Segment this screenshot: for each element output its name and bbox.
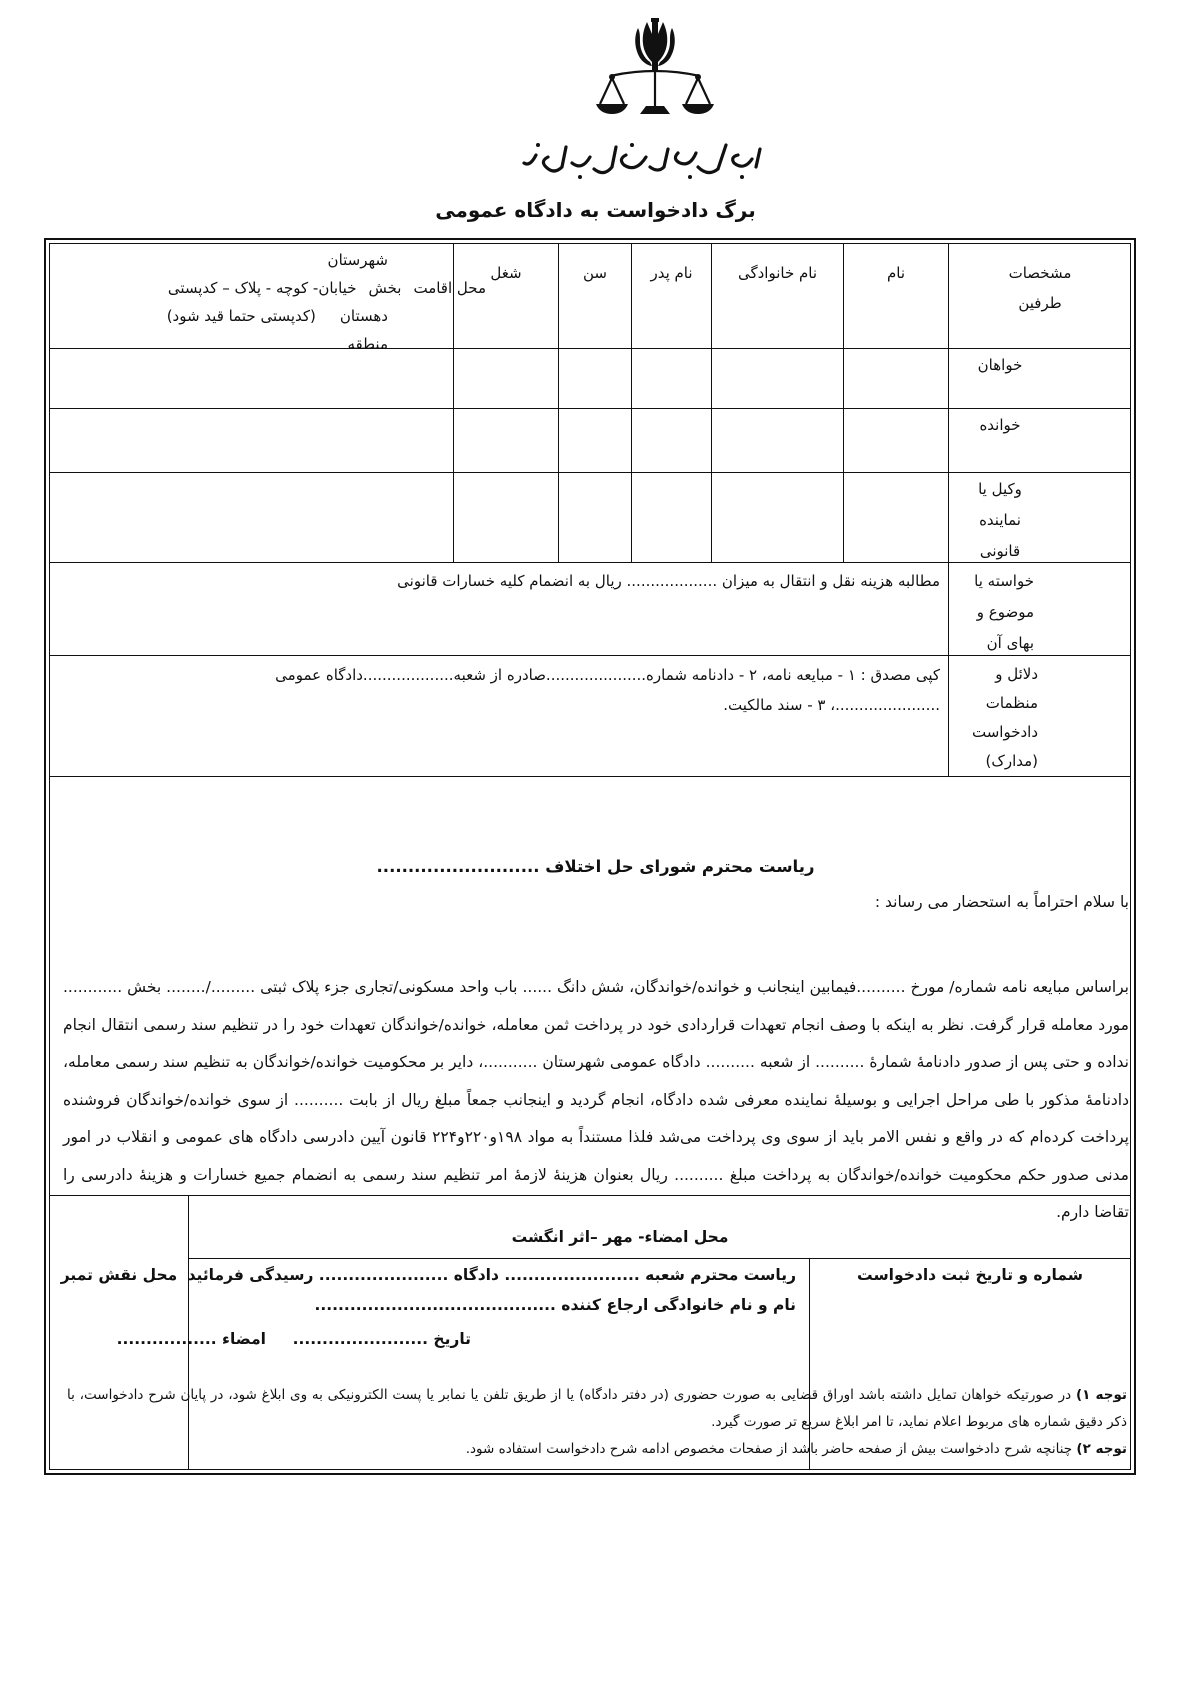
note-2-text: چنانچه شرح دادخواست بیش از صفحه حاضر باشد از صفحات مخصوص ادامه شرح دادخواست استفاده شود. xyxy=(465,1441,1073,1457)
row-attorney-text: وکیل یا نماینده قانونی xyxy=(978,480,1022,560)
evidence-line-1: کپی مصدق : ۱ - مبایعه نامه، ۲ - دادنامه شماره.....................صادره از شعبه...................دادگاه عمومی xyxy=(275,666,940,684)
note-1-text: در صورتیکه خواهان تمایل داشته باشد اوراق قضایی به صورت حضوری (در دفتر دادگاه) یا از طریق تلفن یا نمابر یا پست الکترونیکی به وی ابلاغ شود، در پایان شرح دادخواست، با ذکر دقیق شماره های مربوط اعلام نماید، تا امر ابلاغ سریع تر صورت گیرد. xyxy=(67,1387,1127,1430)
signature-divider xyxy=(188,1258,1131,1259)
table-col-divider xyxy=(631,243,632,563)
header-family-name: نام خانوادگی xyxy=(737,264,818,282)
address-region-label: منطقه xyxy=(347,335,388,353)
sign-field: امضاء ................. xyxy=(116,1330,266,1348)
header-party-info xyxy=(952,258,1128,318)
row-attorney-label xyxy=(952,474,1048,567)
header-party-info-text: مشخصات طرفین xyxy=(1008,264,1072,312)
greeting-text: با سلام احتراماً به استحضار می رساند : xyxy=(874,893,1129,911)
sign-place-label: محل امضاء- مهر –اثر انگشت xyxy=(511,1228,729,1246)
registration-label: شماره و تاریخ ثبت دادخواست xyxy=(857,1266,1083,1284)
header-residence xyxy=(62,246,486,358)
header-occupation: شغل xyxy=(490,264,522,282)
evidence-label: دلائل و منظمات دادخواست (مدارک) xyxy=(971,665,1038,770)
date-field: تاریخ ....................... xyxy=(292,1330,471,1348)
stamp-place-label: محل نقش تمبر xyxy=(60,1266,178,1284)
note-2 xyxy=(67,1436,1127,1463)
address-city-label: شهرستان xyxy=(327,251,388,269)
residence-label: محل اقامت xyxy=(413,279,486,297)
table-col-divider xyxy=(948,243,949,776)
address-line-3 xyxy=(62,302,486,330)
emblem-scales-icon xyxy=(590,18,720,120)
claim-text: مطالبه هزینه نقل و انتقال به میزان ................... ریال به انضمام کلیه خسارات قانونی xyxy=(397,572,940,590)
row-plaintiff-label: خواهان xyxy=(977,356,1023,374)
address-district-label: بخش xyxy=(368,279,402,297)
address-village-label: دهستان xyxy=(339,307,388,325)
note-1 xyxy=(67,1382,1127,1436)
court-name-logotype xyxy=(520,137,770,185)
form-title: برگ دادخواست به دادگاه عمومی xyxy=(435,198,756,222)
table-row-divider xyxy=(49,776,1131,777)
note-1-label: توجه ۱) xyxy=(1075,1387,1127,1403)
note-2-label: توجه ۲) xyxy=(1076,1441,1127,1457)
address-postal-note: (کدپستی حتما قید شود) xyxy=(166,307,316,325)
table-row-divider xyxy=(49,472,1131,473)
petition-body-text: براساس مبایعه نامه شماره/ مورخ ..........فیمابین اینجانب و خوانده/خواندگان، شش دانگ ...... باب واحد مسکونی/تجاری جزء پلاک ثبتی ........./........ بخش ............ مورد معامله قرار گرفت. نظر به اینکه با وصف انجام تعهدات قراردادی خود در پرداخت ثمن معامله، خوانده/خواندگان تعهدات خود را در تنظیم سند رسمی انتقال انجام نداده و حتی پس از صدور دادنامۀ شمارۀ .......... از شعبه .......... دادگاه عمومی شهرستان ...........، دایر بر محکومیت خوانده/خواندگان به تنظیم سند رسمی معامله، دادنامۀ مذکور با طی مراحل اجرایی و بوسیلۀ نماینده معرفی شده دادگاه، انجام گردید و اینجانب جمعاً مبلغ ریال از بابت .......... از سوی خوانده/خواندگان فروشنده پرداخت کرده‌ام که در واقع و نفس الامر باید از سوی وی پرداخت می‌شد فلذا مستنداً به مواد ۱۹۸و۲۲۰و۲۲۴ قانون آیین دادرسی دادگاه های عمومی و انقلاب در امور مدنی صدور حکم محکومیت خوانده/خواندگان به پرداخت مبلغ .......... ریال بعنوان هزینۀ لازمۀ امر تنظیم سند رسمی به انضمام جمیع خسارات و هزینۀ دادرسی را تقاضا دارم. xyxy=(63,978,1129,1221)
court-name-calligraphy xyxy=(520,137,770,185)
header-first-name: نام xyxy=(886,264,906,282)
address-line-2 xyxy=(62,274,486,302)
referral-text: ریاست محترم شعبه ....................... دادگاه ...................... رسیدگی فرمائید xyxy=(187,1266,796,1284)
table-row-divider xyxy=(49,408,1131,409)
row-defendant-label: خوانده xyxy=(979,416,1021,434)
address-street-label: خیابان- کوچه - پلاک – کدپستی xyxy=(167,279,357,297)
table-col-divider xyxy=(711,243,712,563)
table-col-divider xyxy=(843,243,844,563)
evidence-line-2: ......................، ۳ - سند مالکیت. xyxy=(723,696,940,714)
header-age: سن xyxy=(583,264,607,282)
salutation-heading: ریاست محترم شورای حل اختلاف .......................... xyxy=(376,857,815,876)
referrer-name-field: نام و نام خانوادگی ارجاع کننده ......................................... xyxy=(314,1296,796,1314)
table-col-divider xyxy=(558,243,559,563)
claim-label: خواسته یا موضوع و بهای آن xyxy=(974,572,1034,652)
header-father-name: نام پدر xyxy=(650,264,693,282)
